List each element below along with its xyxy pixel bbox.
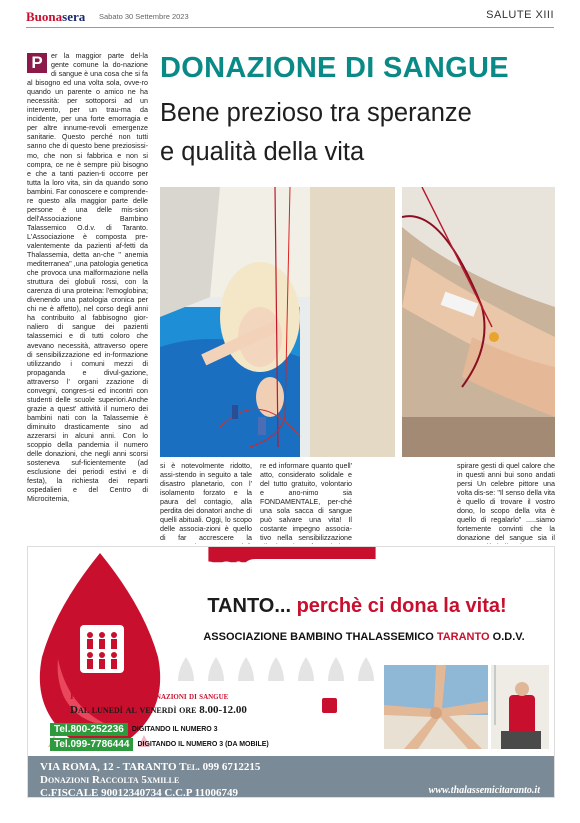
- article-column-3: re ed informare quanto quell' atto, considerato solidale e del tutto gratuito, volontario e ano-nimo sia FONDAMENTALE, per-ché una sola sacca di sangue può salvare una vita! Il costante impegno associa-tivo nella sensibilizzazione: [260, 462, 352, 543]
- article-column-4: spirare gesti di quel calore che in questi anni bui sono andati persi Un celebre pittore una volta dis-se: "Il senso della vita è quello di trovare il vostro dono, lo scopo della vita è quello di regalarlo" .....siamo fortemente convinti che la donazione del sangue sia il: [457, 462, 555, 543]
- article-column-2: si è notevolmente ridotto, assi-stendo in seguito a tale disastro planetario, con l' isolamento forzato e la paura del contagio, alla perdita dei donatori anche di quelli abituali. Oggi, lo scopo delle associa-zioni è quello di far accrescere la: [160, 462, 252, 543]
- ad-phone-2: Tel.099-7786444 DIGITANDO IL NUMERO 3 (DA MOBILE): [50, 737, 269, 751]
- issue-date: Sabato 30 Settembre 2023: [99, 12, 189, 21]
- ad-slogan: OGNI SINGOLA GOCCIA VALE: [200, 557, 526, 582]
- ad-address: VIA ROMA, 12 - TARANTO Tel. 099 6712215 Donazioni Raccolta 5xmille C.FISCALE 90012340734 C.C.P 11006749: [40, 761, 261, 798]
- article-headline: DONAZIONE DI SANGUE: [160, 52, 509, 84]
- ad-association-name: ASSOCIAZIONE BAMBINO THALASSEMICO TARANTO O.D.V.: [203, 631, 525, 643]
- donation-advertisement: [27, 546, 555, 798]
- ad-booking-title: Per prenotare le donazioni di sangue: [70, 692, 229, 702]
- photo-arm-transfusion: [402, 187, 555, 457]
- ad-phone-1: Tel.800-252236 DIGITANDO IL NUMERO 3: [50, 722, 218, 736]
- column-text: er la maggior parte del-la gente comune la do-nazione di sangue è una cosa che si fa al bisogno ed una volta sola, ovve-ro quando un parente o amico ne ha necessità: per sottoporsi ad un intervento, per un trau-ma da incidente, per una forte emorragia e per altre innume-revoli emergenze sanitarie. Questo perché non tutti sanno che di questo bene preziosissi-mo, che non si fabbrica e non si compra, ce ne è sempre più bisogno e che a tanti pazien-ti occorre per tutta la loro vita, sin da quando sono bambini. Far conoscere e comprende-re questo alla maggior parte delle persone è una delle mis-sion dell'Associazione Bambino Talassemico O.d.v. di Taranto. L'Associazione è composta pre-valentemente da pazienti af-fetti da Thalassemia, detta an-che " anemia mediterranea" ,una patologia genetica che provoca una malformazione nella struttura dei globuli rossi, con la carenza di una proteina: l'emoglobina; divenendo una patologia cronica per chi ne è affetto), nel corso degli anni ha contribuito al fabbisogno gior-naliero di sangue dei pazienti talassemici e di tutti coloro che avevano necessità, attraverso opere di sensibilizzazione ed in-formazione utilizzando i comuni mezzi di propaganda e divul-gazione, attraverso l' organi zzazione di convegni, congres-si ed incontri con studenti delle scuole superiori.Anche grazie a quest' attività il numero dei bambini nati con la Talassemie è diminuito drasticamente sino ad azzerarsi in alcuni anni. Con lo scoppio della pandemia il numero delle donazioni, che negli anni scorsi sosteneva suf-ficientemente (ad esclusione dei periodi estivi e di festa), la richiesta dei reparti ospedalieri e del Centro di Microcitemia,: [27, 52, 148, 504]
- ad-tagline: TANTO... perchè ci dona la vita!: [207, 595, 507, 617]
- ad-booking-hours: Dal lunedì al venerdì ore 8.00-12.00: [70, 704, 247, 716]
- newspaper-logo: Buonasera: [26, 9, 86, 24]
- photo-child-transfusion: [160, 187, 395, 457]
- ad-photo-hands: [384, 665, 488, 749]
- drop-cap: P: [27, 53, 47, 73]
- page-header: [26, 6, 554, 28]
- section-label: SALUTE XIII: [486, 9, 554, 21]
- association-logo-icon: [322, 698, 337, 713]
- ad-contact-band: [28, 756, 555, 798]
- ad-photo-patient: [491, 665, 549, 749]
- article-column-1: [27, 52, 148, 542]
- article-subheadline: Bene prezioso tra speranze e qualità della vita: [160, 99, 472, 166]
- ad-website-link[interactable]: www.thalassemicitaranto.it: [428, 785, 540, 796]
